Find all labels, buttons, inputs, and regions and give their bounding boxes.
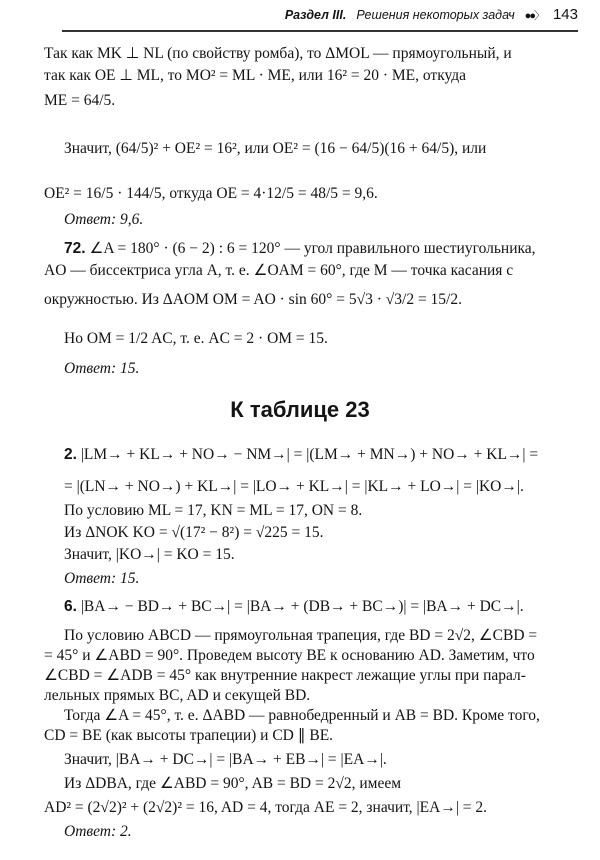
text-line: Значит, (64/5)² + OE² = 16², или OE² = (16 − 64/5)(16 + 64/5), или — [64, 140, 487, 157]
text-line: Из ΔDBA, где ∠ABD = 90°, AB = BD = 2√2, имеем — [64, 775, 402, 792]
section-label: Раздел III. — [284, 8, 347, 22]
text-line: Значит, |KO→| = KO = 15. — [64, 546, 235, 563]
problem-number: 6. — [64, 598, 77, 615]
text-line: Значит, |BA→ + DC→| = |BA→ + EB→| = |EA→|. — [64, 751, 387, 768]
text-line: AD² = (2√2)² + (2√2)² = 16, AD = 4, тогда AE = 2, значит, |EA→| = 2. — [44, 799, 488, 816]
text-line: = 45° и ∠ABD = 90°. Проведем высоту BE к основанию AD. Заметим, что — [44, 647, 535, 664]
text-line: AO — биссектриса угла A, т. е. ∠OAM = 60°, где M — точка касания с — [44, 262, 514, 279]
page-number: 143 — [552, 6, 578, 23]
text-line: По условию ML = 17, KN = ML = 17, ON = 8. — [64, 502, 363, 519]
answer-line: Ответ: 15. — [64, 360, 140, 377]
header-ornament: ●●〉 — [524, 10, 543, 22]
section-title: К таблице 23 — [230, 397, 370, 422]
text-line: лельных прямых BC, AD и секущей BD. — [44, 687, 311, 704]
problem-6-line: 6. |BA→ − BD→ + BC→| = |BA→ + (DB→ + BC→)| = |BA→ + DC→|. — [64, 598, 524, 615]
header-rule — [62, 30, 578, 32]
text-line: так как OE ⊥ ML, то MO² = ML · ME, или 16² = 20 · ME, откуда — [44, 67, 467, 84]
running-header — [285, 6, 578, 23]
text-line: OE² = 16/5 · 144/5, откуда OE = 4·12/5 = 48/5 = 9,6. — [44, 185, 378, 202]
text-line: Тогда ∠A = 45°, т. е. ΔABD — равнобедренный и AB = BD. Кроме того, — [64, 707, 540, 724]
answer-line: Ответ: 15. — [64, 570, 140, 587]
text-line: ME = 64/5. — [44, 92, 116, 109]
text-line: По условию ABCD — прямоугольная трапеция, где BD = 2√2, ∠CBD = — [64, 627, 538, 644]
answer-line: Ответ: 2. — [64, 823, 132, 840]
problem-number: 72. — [64, 240, 86, 257]
text-line: ∠CBD = ∠ADB = 45° как внутренние накрест лежащие углы при парал- — [44, 667, 526, 684]
problem-number: 2. — [64, 446, 77, 463]
text-line: Но OM = 1/2 AC, т. е. AC = 2 · OM = 15. — [64, 330, 328, 347]
answer-line: Ответ: 9,6. — [64, 211, 144, 228]
text-line: CD = BE (как высоты трапеции) и CD ∥ BE. — [44, 727, 334, 744]
problem-72-line: 72. ∠A = 180° · (6 − 2) : 6 = 120° — угол правильного шестиугольника, — [64, 240, 536, 257]
text-line: = |(LN→ + NO→) + KL→| = |LO→ + KL→| = |KL→ + LO→| = |KO→|. — [64, 478, 524, 495]
problem-2-line: 2. |LM→ + KL→ + NO→ − NM→| = |(LM→ + MN→) + NO→ + KL→| = — [64, 446, 539, 463]
text-line: окружностью. Из ΔAOM OM = AO · sin 60° = 5√3 · √3/2 = 15/2. — [44, 291, 462, 308]
text-line: Так как MK ⊥ NL (по свойству ромба), то ΔMOL — прямоугольный, и — [44, 45, 512, 62]
text-line: Из ΔNOK KO = √(17² − 8²) = √225 = 15. — [64, 524, 324, 541]
section-subtitle: Решения некоторых задач — [356, 8, 515, 22]
